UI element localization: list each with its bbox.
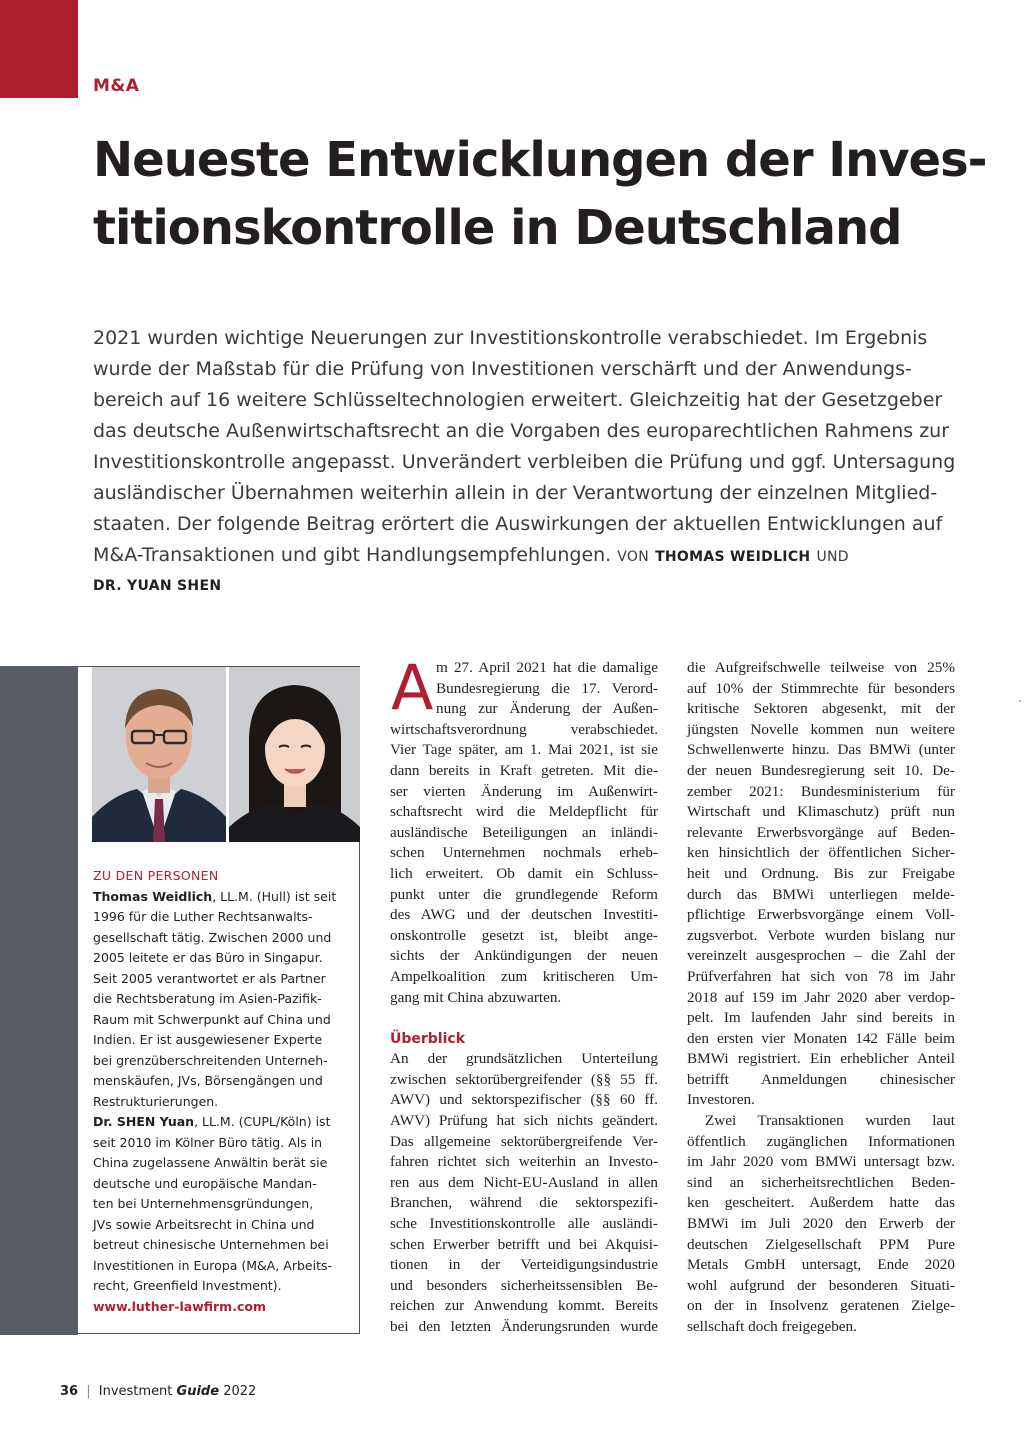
body-column-1 [390,651,658,1338]
body-line: heit und Ordnung. Bis zur Freigabe [687,864,955,882]
person-name: Thomas Weidlich [93,888,213,904]
bio-line: seit 2010 im Kölner Büro tätig. Als in [93,1134,323,1150]
body-line: BMWi registriert. Ein erheblicher Anteil [687,1050,955,1068]
body-line: AWV) Prüfung hat sich nichts geändert. [390,1112,658,1130]
drop-cap: A [391,651,434,724]
body-line: m 27. April 2021 hat die damalige [436,659,658,676]
bio-line: die Rechtsberatung im Asien-Pazifik- [93,991,322,1006]
body-line: wohl aufgrund der besonderen Situati- [687,1276,955,1294]
body-line: gang mit China abzuwarten. [390,988,562,1006]
body-line: bei den letzten Änderungsrunden wurde [390,1318,658,1335]
publication-name: Investment [98,1384,173,1399]
publication-year: 2022 [223,1384,257,1399]
body-line: schaftsrecht wird die Meldepflicht für [390,803,658,821]
bio-line: 1996 für die Luther Rechtsanwalts- [93,909,313,924]
bio-line: Investitionen in Europa (M&A, Arbeits- [93,1257,333,1273]
body-line: schen Unternehmen nochmals erheb- [390,844,658,862]
body-line: ren aus dem Nicht-EU-Ausland in allen [390,1173,658,1191]
body-line: reichen zur Anwendung kommt. Bereits [390,1297,658,1315]
body-line: lich erweitert. Ob damit ein Schluss- [390,864,658,882]
body-line: Bundesregierung die 17. Verord- [436,679,658,697]
author-name: DR. YUAN SHEN [93,578,222,594]
body-line: AWV) und sektorspezifischer (§§ 60 ff. [390,1091,658,1109]
bio-line: JVs sowie Arbeitsrecht in China und [93,1216,315,1232]
lead-line: Investitionskontrolle angepasst. Unverändert verbleiben die Prüfung und ggf. Untersagung [93,451,956,473]
bio-text: , LL.M. (Hull) ist seit [212,888,337,904]
body-line: ser vierten Änderung im Außenwirt- [390,782,658,800]
body-line: relevante Erwerbsvorgänge auf Beden- [687,823,955,841]
body-line: der neuen Bundesregierung seit 10. De- [687,761,955,779]
body-line: den ersten vier Monaten 142 Fälle beim [687,1029,955,1047]
section-rubric: M&A [93,76,140,96]
body-line: pflichtige Erwerbsvorgänge einem Voll- [687,906,955,924]
page-mark [1019,700,1021,702]
bio-line: recht, Greenfield Investment). [93,1278,282,1293]
byline-and: UND [816,549,849,565]
body-line: wirtschaftsverordnung verabschiedet. [390,720,658,738]
bio-line: ten bei Unternehmensgründungen, [93,1196,314,1211]
body-line: und besonders sicherheitssensiblen Be- [390,1276,658,1294]
publication-name-emphasis: Guide [176,1384,220,1399]
body-line: sind an sicherheitsrechtlichen Beden- [687,1173,955,1191]
website-link[interactable]: www.luther-lawfirm.com [93,1298,266,1314]
body-line: pelt. Im laufenden Jahr sind bereits in [687,1009,955,1027]
body-line: An der grundsätzlichen Unterteilung [390,1050,658,1068]
body-line: des AWG und der deutschen Investiti- [390,906,658,924]
section-color-bar [0,0,78,98]
body-line: fahren richtet sich weiterhin an Investo- [390,1153,658,1171]
bio-line [93,1112,355,1133]
author-photo [229,667,360,842]
footer-separator: | [86,1384,91,1399]
bio-line [93,887,355,908]
body-line: ken gescheitert. Außerdem hatte das [687,1194,955,1212]
lead-line: das deutsche Außenwirtschaftsrecht an die Vorgaben des europarechtlichen Rahmens zur [93,420,950,442]
persons-bio [93,866,355,1317]
lead-line: M&A-Transaktionen und gibt Handlungsempfehlungen. [93,544,612,566]
body-line: zugsverbot. Verbote wurden bislang nur [687,926,955,944]
section-subheading: Überblick [390,1030,466,1047]
lead-line: wurde der Maßstab für die Prüfung von Investitionen verschärft und der Anwendungs- [93,358,912,380]
bio-text: , LL.M. (CUPL/Köln) ist [194,1114,331,1129]
body-line: Das allgemeine sektorübergreifende Ver- [390,1132,658,1150]
bio-line: Seit 2005 verantwortet er als Partner [93,970,326,986]
body-line: Vier Tage später, am 1. Mai 2021, ist sie [390,741,658,759]
lead-line: bereich auf 16 weitere Schlüsseltechnologien erweitert. Gleichzeitig hat der Gesetzgeber [93,389,943,411]
title-line: Neueste Entwicklungen der Inves- [93,132,987,188]
body-line: zember 2021: Bundesministerium für [687,782,955,800]
body-line: punkt unter die grundlegende Reform [390,885,658,903]
body-line: sellschaft doch freigegeben. [687,1318,857,1335]
body-line: jüngsten Novelle kommen nun weitere [687,720,955,738]
body-line: Zwei Transaktionen wurden laut [705,1112,955,1130]
body-line: schen Erwerber betrifft und bei Akquisi- [390,1235,658,1253]
author-photo [92,667,226,842]
bio-line: Indien. Er ist ausgewiesener Experte [93,1032,323,1047]
body-line: BMWi im Juli 2020 den Erwerb der [687,1215,955,1233]
body-line: Investoren. [687,1091,755,1109]
article-title [93,126,1003,262]
paragraph-gap [390,1008,658,1029]
page-number: 36 [60,1384,79,1399]
bio-line: deutsche und europäische Mandan- [93,1175,317,1191]
body-line: onskontrolle gesetzt ist, bleibt ange- [390,926,658,944]
body-line: Metals GmbH untersagt, Ende 2020 [687,1256,955,1274]
body-line: ken hinsichtlich der öffentlichen Sicher- [687,844,955,862]
body-line: durch das BMWi unterliegen melde- [687,885,955,903]
lead-line: ausländischer Übernahmen weiterhin allein in der Verantwortung der einzelnen Mitglied- [93,482,938,504]
bio-line: gesellschaft tätig. Zwischen 2000 und [93,929,332,945]
body-line: ausländische Beteiligungen an inländi- [390,823,658,841]
body-line: dann bereits in Kraft getreten. Mit die- [390,761,658,779]
byline-label: VON [617,549,650,565]
body-line: on der in Insolvenz geratenen Zielge- [687,1297,955,1315]
bio-line: 2005 leitete er das Büro in Singapur. [93,950,323,965]
body-line: Schwellenwerte hinzu. Das BMWi (unter [687,741,955,759]
body-line: auf 10% der Stimmrechte für besonders [687,679,955,697]
body-line: die Aufgreifschwelle teilweise von 25% [687,659,955,676]
person-name: Dr. SHEN Yuan [93,1114,195,1129]
bio-line: bei grenzüberschreitenden Unterneh- [93,1052,328,1068]
body-line: im Jahr 2020 vom BMWi untersagt bzw. [687,1153,955,1171]
body-line: nung zur Änderung der Außen- [436,700,658,718]
bio-line: Raum mit Schwerpunkt auf China und [93,1011,331,1027]
body-line: öffentlich zugänglichen Informationen [687,1132,955,1150]
body-line: zwischen sektorübergreifender (§§ 55 ff. [390,1070,658,1088]
body-line: Prüfverfahren hat sich von 78 im Jahr [687,967,955,985]
lead-line: 2021 wurden wichtige Neuerungen zur Investitionskontrolle verabschiedet. Im Ergebnis [93,327,928,349]
lead-line-with-byline [93,540,953,573]
bio-line: Restrukturierungen. [93,1093,219,1109]
article-lead [93,323,956,573]
body-line: 2018 auf 159 im Jahr 2020 aber verdop- [687,988,955,1006]
body-line: vereinzelt ausgesprochen – die Zahl der [687,947,955,965]
bio-line: menskäufen, JVs, Börsengängen und [93,1073,323,1088]
body-column-2 [687,658,955,1338]
body-line: betrifft Anmeldungen chinesischer [687,1070,955,1088]
body-line: deutschen Zielgesellschaft PPM Pure [687,1235,955,1253]
body-line: Branchen, während die sektorspezifi- [390,1194,658,1212]
body-line: kritische Sektoren abgesenkt, mit der [687,700,955,718]
bio-line: China zugelassene Anwältin berät sie [93,1155,328,1170]
lead-line: staaten. Der folgende Beitrag erörtert die Auswirkungen der aktuellen Entwicklungen auf [93,513,943,535]
persons-heading: ZU DEN PERSONEN [93,868,219,883]
body-line: Ampelkoalition zum kritischeren Um- [390,967,658,985]
sidebar-color-bar [0,666,78,1335]
title-line: titionskontrolle in Deutschland [93,200,902,256]
body-line: tionen in der Verteidigungsindustrie [390,1256,658,1274]
page-footer [60,1384,256,1399]
bio-line: betreut chinesische Unternehmen bei [93,1237,329,1252]
body-line: sichts der Ankündigungen der neuen [390,947,658,965]
author-name: THOMAS WEIDLICH [655,549,811,565]
body-line: sche Investitionskontrolle alle ausländi- [390,1215,658,1233]
body-line: Wirtschaft und Klimaschutz) prüft nun [687,803,955,821]
